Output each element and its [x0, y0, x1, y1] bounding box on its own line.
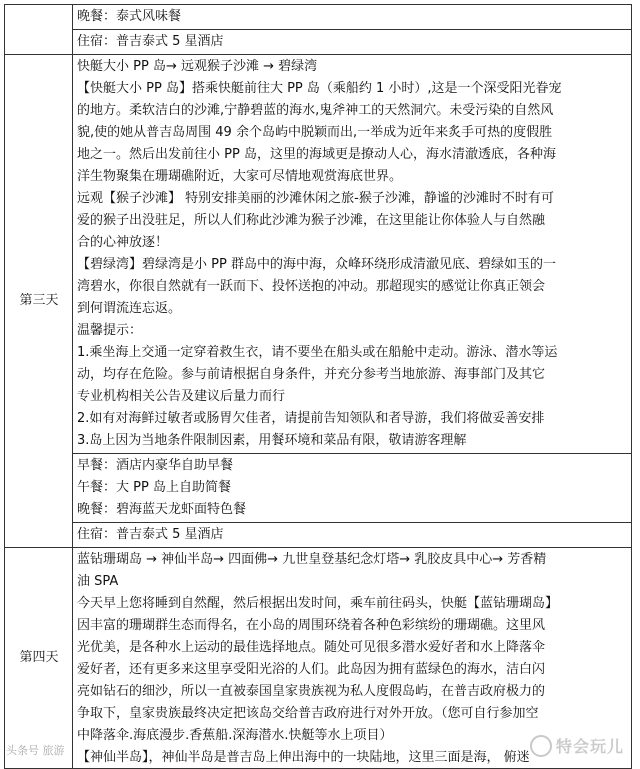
desc-line: 到何谓流连忘返。 [77, 301, 182, 316]
desc-line: 爱好者，还有更多来这里享受阳光浴的人们。此岛因为拥有蓝绿色的海水，洁白闪 [77, 662, 546, 677]
desc-line: 【快艇大小 PP 岛】搭乘快艇前往大 PP 岛（乘船约 1 小时）,这是一个深受阳光眷宠 [77, 81, 562, 96]
desc-line: 【碧绿湾】碧绿湾是小 PP 群岛中的海中海，众峰环绕形成清澈见底、碧绿如玉的一 [77, 257, 556, 272]
desc-line: 光优美，是各种水上运动的最佳选择地点。随处可见很多潜水爱好者和水上降落伞 [77, 640, 546, 655]
desc-line: 爱的猴子出没驻足，所以人们称此沙滩为猴子沙滩，在这里能让你体验人与自然融 [77, 213, 546, 228]
desc-line: 远观【猴子沙滩】 特别安排美丽的沙滩休闲之旅-猴子沙滩，静谧的沙滩时不时有可 [77, 191, 554, 206]
route-text: 油 SPA [77, 574, 119, 589]
tip-line: 2.如有对海鲜过敏者或肠胃欠佳者，请提前告知领队和者导游，我们将做妥善安排 [77, 411, 545, 426]
day-label: 第三天 [19, 293, 59, 308]
stay-text: 住宿：普吉泰式 5 星酒店 [77, 34, 224, 49]
table-row [5, 523, 632, 548]
desc-line: 【神仙半岛】，神仙半岛是普吉岛上伸出海中的一块陆地，这里三面是海， 俯迷 [77, 750, 530, 765]
desc-line: 中降落伞.海底漫步.香蕉船.深海潜水.快艇等水上项目） [77, 728, 393, 743]
watermark-left: 头条号 旅游 [6, 744, 65, 757]
table-row [5, 5, 632, 30]
watermark-logo-icon [530, 735, 552, 757]
route-text: 蓝钻珊瑚岛 → 神仙半岛→ 四面佛→ 九世皇登基纪念灯塔→ 乳胶皮具中心→ 芳香精 [77, 552, 547, 567]
day-label: 第四天 [19, 650, 59, 665]
desc-line: 合的心神放逐！ [77, 235, 169, 250]
itinerary-table [4, 4, 632, 769]
table-row [5, 454, 632, 523]
desc-line: 因丰富的珊瑚群生态而得名，在小岛的周围环绕着各种色彩缤纷的珊瑚礁。这里风 [77, 618, 546, 633]
meal-cell [73, 454, 632, 523]
breakfast-text: 早餐：酒店内豪华自助早餐 [77, 458, 234, 473]
day-cell-empty [5, 5, 73, 55]
tip-line: 3.岛上因为当地条件限制因素，用餐环境和菜品有限，敬请游客理解 [77, 433, 467, 448]
table-row [5, 30, 632, 55]
desc-line: 争取下，皇家贵族最终决定把该岛交给普吉政府进行对外开放。（您可自行参加空 [77, 706, 539, 721]
day-content-cell [73, 55, 632, 454]
lunch-text: 午餐：大 PP 岛上自助简餐 [77, 480, 231, 495]
desc-line: 亮如钻石的细沙，所以一直被泰国皇家贵族视为私人度假岛屿，在普吉政府极力的 [77, 684, 546, 699]
watermark-right [530, 734, 624, 757]
stay-cell [73, 30, 632, 55]
watermark-text: 特会玩儿 [555, 737, 624, 756]
desc-line: 貌,使的她从普吉岛周围 49 余个岛屿中脱颖而出,一举成为近年来炙手可热的度假胜 [77, 125, 553, 140]
tip-line: 专业机构相关公告及建议后量力而行 [77, 389, 286, 404]
stay-text: 住宿：普吉泰式 5 星酒店 [77, 527, 224, 542]
route-text: 快艇大小 PP 岛→ 远观猴子沙滩 → 碧绿湾 [77, 59, 318, 74]
tips-heading: 温馨提示： [77, 323, 143, 338]
desc-line: 湾碧水，你很自然就有一跃而下、投怀送抱的冲动。那超现实的感觉让你真正领会 [77, 279, 546, 294]
day-label-cell [5, 548, 73, 769]
desc-line: 洋生物聚集在珊瑚礁附近，大家可尽情地观赏海底世界。 [77, 169, 403, 184]
tip-line: 1.乘坐海上交通一定穿着救生衣，请不要坐在船头或在船舱中走动。游泳、潜水等运 [77, 345, 558, 360]
desc-line: 地之一。然后出发前往小 PP 岛，这里的海域更是撩动人心，海水清澈透底，各种海 [77, 147, 556, 162]
day-label-cell [5, 55, 73, 548]
dinner-text: 晚餐：碧海蓝天龙虾面特色餐 [77, 502, 247, 517]
table-row [5, 55, 632, 454]
dinner-text: 晚餐：泰式风味餐 [77, 9, 182, 24]
desc-line: 今天早上您将睡到自然醒，然后根据出发时间，乘车前往码头，快艇【蓝钻珊瑚岛】 [77, 596, 559, 611]
tip-line: 动，均存在危险。参与前请根据自身条件，并充分参考当地旅游、海事部门及其它 [77, 367, 546, 382]
meal-cell [73, 5, 632, 30]
stay-cell [73, 523, 632, 548]
desc-line: 的地方。柔软洁白的沙滩,宁静碧蓝的海水,鬼斧神工的天然洞穴。未受污染的自然风 [77, 103, 554, 118]
